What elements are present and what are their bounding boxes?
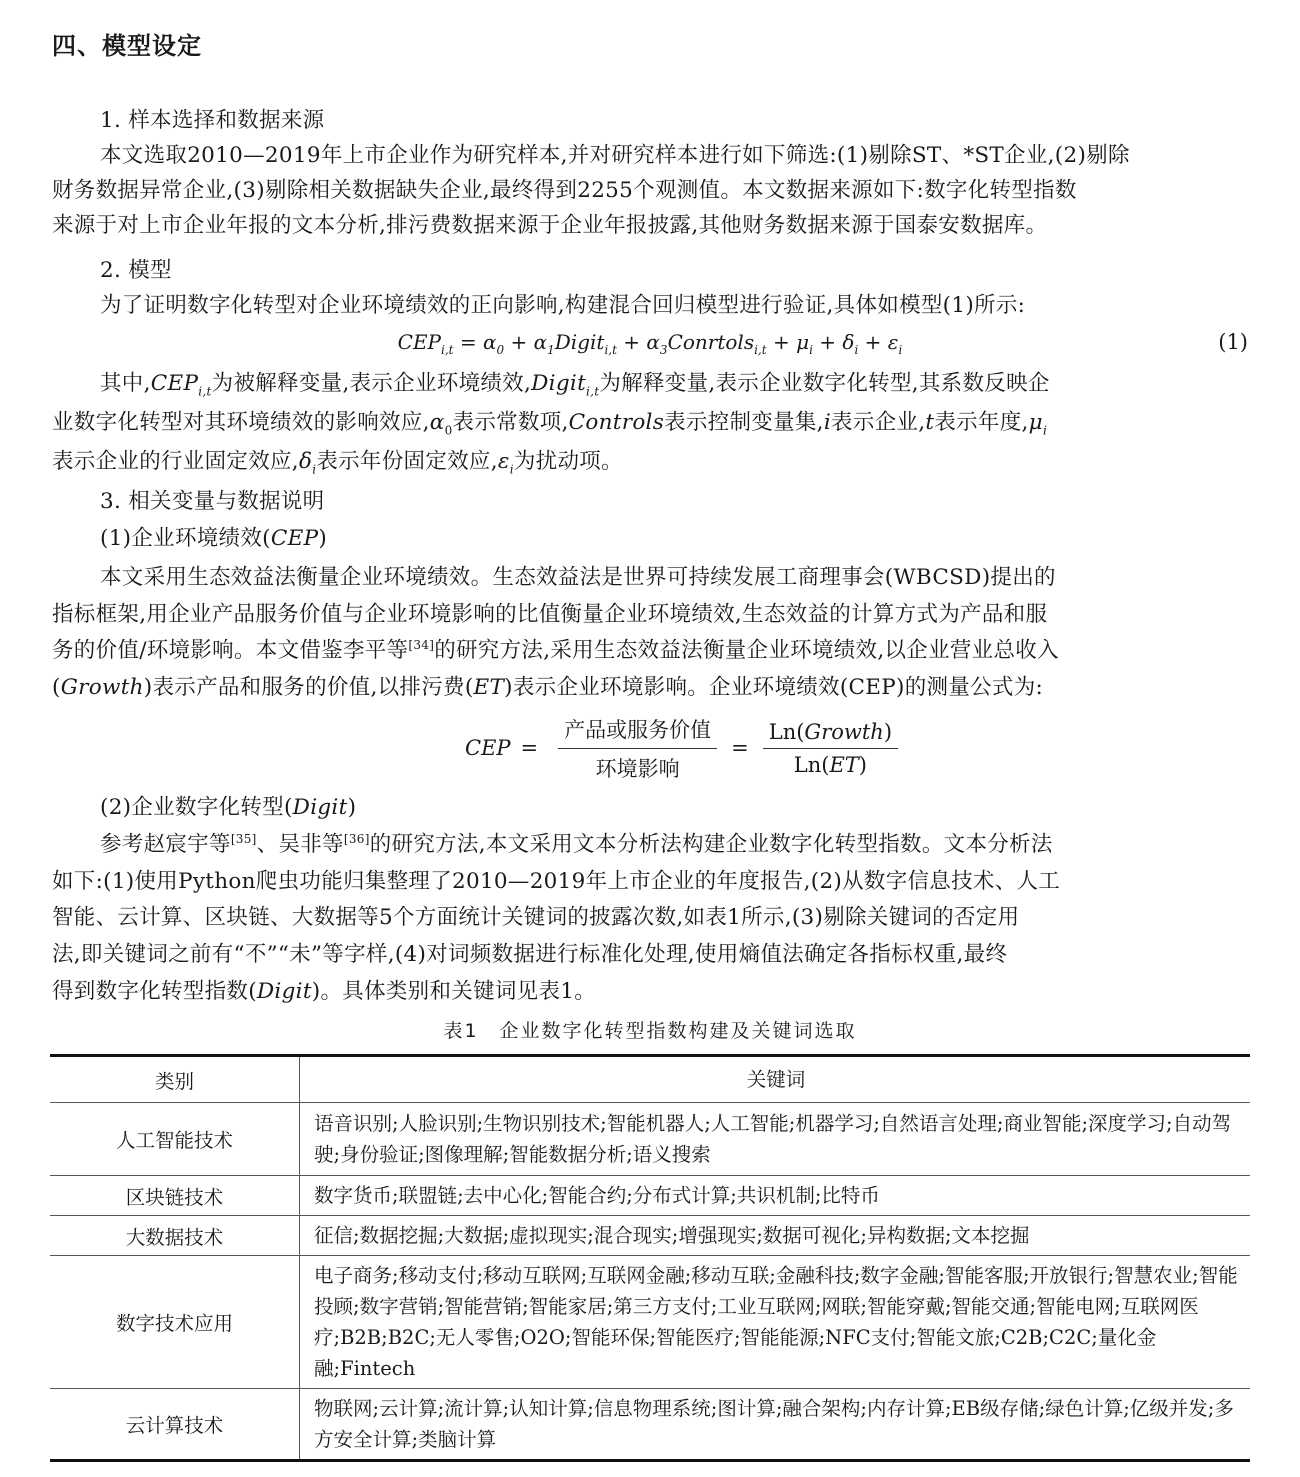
category-cell: 区块链技术 xyxy=(50,1176,300,1216)
paragraph-line: 智能、云计算、区块链、大数据等5个方面统计关键词的披露次数,如表1所示,(3)剔除关键词的否定用 xyxy=(52,905,1020,930)
category-cell: 云计算技术 xyxy=(50,1389,300,1461)
cep-formula: CEP = $\frac{\text{产品或服务价值}}{\text{环境影响}}$ = $\frac{\text{Ln(Growth)}}{Ln(ET)}$ xyxy=(465,712,908,784)
variable-title-digit: (2)企业数字化转型(Digit) xyxy=(100,795,357,820)
paragraph-line: 法,即关键词之前有“不”“未”等字样,(4)对词频数据进行标准化处理,使用熵值法确定各指标权重,最终 xyxy=(52,942,1008,967)
citation-35[interactable]: [35] xyxy=(230,831,257,846)
subsection-title-model: 2. 模型 xyxy=(100,258,172,283)
paragraph-line: 财务数据异常企业,(3)剔除相关数据缺失企业,最终得到2255个观测值。本文数据来源如下:数字化转型指数 xyxy=(52,178,1077,203)
paragraph-line: 业数字化转型对其环境绩效的影响效应$,\alpha_0$表示常数项,Controls表示控制变量集,i表示企业,t表示年度$,\mu_i$ xyxy=(52,410,1048,438)
keywords-table xyxy=(50,1054,1250,1462)
paragraph-line: 表示企业的行业固定效应$,\delta_i$表示年份固定效应$,\varepsilon_i$为扰动项。 xyxy=(52,449,623,477)
paragraph-line: 为了证明数字化转型对企业环境绩效的正向影响,构建混合回归模型进行验证,具体如模型(1)所示: xyxy=(100,293,1026,318)
paragraph-line: 得到数字化转型指数(Digit)。具体类别和关键词见表1。 xyxy=(52,979,597,1004)
keywords-cell: 数字货币;联盟链;去中心化;智能合约;分布式计算;共识机制;比特币 xyxy=(300,1176,1251,1216)
category-cell: 人工智能技术 xyxy=(50,1103,300,1176)
subsection-title-sample: 1. 样本选择和数据来源 xyxy=(100,108,325,133)
keywords-cell: 征信;数据挖掘;大数据;虚拟现实;混合现实;增强现实;数据可视化;异构数据;文本挖掘 xyxy=(300,1216,1251,1256)
fraction-ln-growth-et: $\frac{\text{Ln(Growth)}}{Ln(ET)}$ xyxy=(763,720,898,777)
paragraph-line: 如下:(1)使用Python爬虫功能归集整理了2010—2019年上市企业的年度报告,(2)从数字信息技术、人工 xyxy=(52,869,1061,894)
table-row xyxy=(50,1176,1250,1216)
paragraph-line: (Growth)表示产品和服务的价值,以排污费(ET)表示企业环境影响。企业环境绩效(CEP)的测量公式为: xyxy=(52,675,1044,700)
paragraph-line: 指标框架,用企业产品服务价值与企业环境影响的比值衡量企业环境绩效,生态效益的计算方式为产品和服 xyxy=(52,602,1048,627)
paragraph-line: 务的价值/环境影响。本文借鉴李平等[34]的研究方法,采用生态效益法衡量企业环境绩效,以企业营业总收入 xyxy=(52,637,1059,663)
citation-36[interactable]: [36] xyxy=(343,831,370,846)
header-keywords: 关键词 xyxy=(300,1056,1251,1103)
subsection-title-variables: 3. 相关变量与数据说明 xyxy=(100,489,325,514)
paragraph-line: 本文采用生态效益法衡量企业环境绩效。生态效益法是世界可持续发展工商理事会(WBCSD)提出的 xyxy=(100,565,1056,590)
regression-equation: $CEP_{i,t} = \alpha_0$ + $\alpha_1Digit_{i,t}$ + $\alpha_3Conrtols_{i,t} + \mu_i + \delta_i + \varepsilon_i$ xyxy=(397,330,903,357)
variable-title-cep: (1)企业环境绩效(CEP) xyxy=(100,526,328,551)
equation-number: (1) xyxy=(1218,330,1248,354)
table-row xyxy=(50,1256,1250,1389)
table-row xyxy=(50,1389,1250,1461)
category-cell: 数字技术应用 xyxy=(50,1256,300,1389)
paragraph-line: 其中$,CEP_{i,t}$为被解释变量,表示企业环境绩效,Digit$_{i,t}$为解释变量,表示企业数字化转型,其系数反映企 xyxy=(100,371,1050,399)
table-row xyxy=(50,1216,1250,1256)
category-cell: 大数据技术 xyxy=(50,1216,300,1256)
paragraph-line: 参考赵宸宇等[35]、吴非等[36]的研究方法,本文采用文本分析法构建企业数字化转型指数。文本分析法 xyxy=(100,831,1053,857)
paragraph-line: 本文选取2010—2019年上市企业作为研究样本,并对研究样本进行如下筛选:(1)剔除ST、*ST企业,(2)剔除 xyxy=(100,143,1130,168)
table-header-row xyxy=(50,1056,1250,1103)
keywords-cell: 语音识别;人脸识别;生物识别技术;智能机器人;人工智能;机器学习;自然语言处理;商业智能;深度学习;自动驾驶;身份验证;图像理解;智能数据分析;语义搜索 xyxy=(300,1103,1251,1176)
section-heading: 四、模型设定 xyxy=(52,32,202,60)
header-category: 类别 xyxy=(50,1056,300,1103)
table-row xyxy=(50,1103,1250,1176)
citation-34[interactable]: [34] xyxy=(408,637,435,652)
paragraph-line: 来源于对上市企业年报的文本分析,排污费数据来源于企业年报披露,其他财务数据来源于国泰安数据库。 xyxy=(52,213,1048,238)
keywords-cell: 电子商务;移动支付;移动互联网;互联网金融;移动互联;金融科技;数字金融;智能客服;开放银行;智慧农业;智能投顾;数字营销;智能营销;智能家居;第三方支付;工业互联网;网联;智能穿戴;智能交通;智能电网;互联网医疗;B2B;B2C;无人零售;O2O;智能环保;智能医疗;智能能源;NFC支付;智能文旅;C2B;C2C;量化金融;Fintech xyxy=(300,1256,1251,1389)
fraction-value-impact: $\frac{\text{产品或服务价值}}{\text{环境影响}}$ xyxy=(558,714,717,783)
table-caption: 表1 企业数字化转型指数构建及关键词选取 xyxy=(443,1020,857,1042)
keywords-cell: 物联网;云计算;流计算;认知计算;信息物理系统;图计算;融合架构;内存计算;EB级存储;绿色计算;亿级并发;多方安全计算;类脑计算 xyxy=(300,1389,1251,1461)
